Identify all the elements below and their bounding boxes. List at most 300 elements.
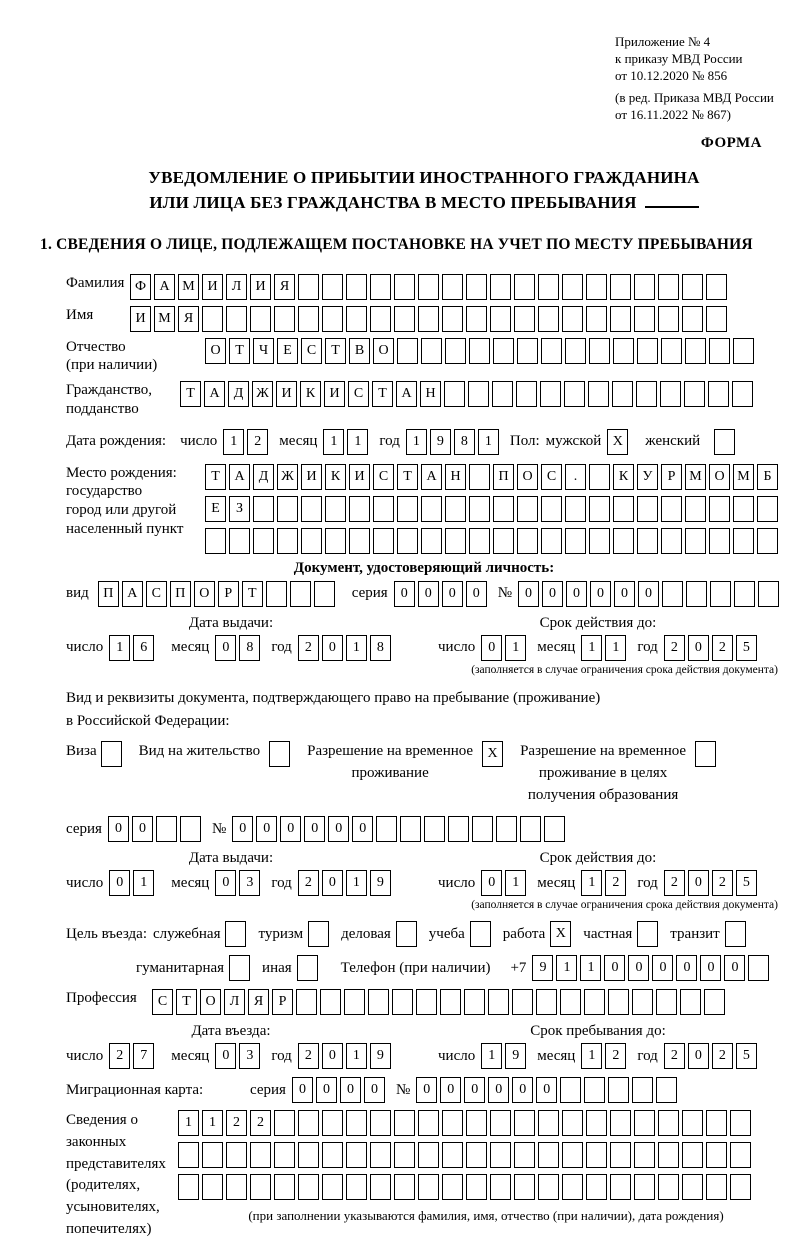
char-cell[interactable] — [464, 989, 485, 1015]
char-cell[interactable]: К — [325, 464, 346, 490]
char-cell[interactable]: Ж — [277, 464, 298, 490]
char-cell[interactable] — [370, 306, 391, 332]
char-cell[interactable] — [613, 528, 634, 554]
char-cell[interactable]: 2 — [109, 1043, 130, 1069]
char-cell[interactable] — [517, 496, 538, 522]
char-cell[interactable] — [416, 989, 437, 1015]
char-cell[interactable] — [584, 989, 605, 1015]
char-cell[interactable] — [734, 581, 755, 607]
char-cell[interactable] — [490, 306, 511, 332]
char-cell[interactable]: 2 — [298, 635, 319, 661]
char-cell[interactable]: 0 — [280, 816, 301, 842]
char-cell[interactable] — [418, 1142, 439, 1168]
char-cell[interactable] — [394, 274, 415, 300]
char-cell[interactable] — [661, 338, 682, 364]
char-cell[interactable]: 0 — [676, 955, 697, 981]
char-cell[interactable]: 0 — [440, 1077, 461, 1103]
char-cell[interactable]: 0 — [688, 1043, 709, 1069]
char-cell[interactable]: 2 — [664, 635, 685, 661]
char-cell[interactable] — [370, 1142, 391, 1168]
char-cell[interactable]: 2 — [605, 870, 626, 896]
char-cell[interactable]: 9 — [370, 1043, 391, 1069]
char-cell[interactable] — [608, 1077, 629, 1103]
char-cell[interactable] — [274, 306, 295, 332]
char-cell[interactable]: Л — [224, 989, 245, 1015]
char-cell[interactable]: 0 — [352, 816, 373, 842]
char-cell[interactable] — [421, 528, 442, 554]
char-cell[interactable] — [541, 338, 562, 364]
char-cell[interactable] — [544, 816, 565, 842]
char-cell[interactable] — [708, 381, 729, 407]
char-cell[interactable] — [269, 741, 290, 767]
char-cell[interactable]: 2 — [605, 1043, 626, 1069]
char-cell[interactable]: 2 — [298, 870, 319, 896]
char-cell[interactable] — [394, 1110, 415, 1136]
char-cell[interactable]: X — [550, 921, 571, 947]
char-cell[interactable] — [682, 1110, 703, 1136]
char-cell[interactable] — [730, 1174, 751, 1200]
char-cell[interactable]: 9 — [532, 955, 553, 981]
char-cell[interactable] — [733, 496, 754, 522]
char-cell[interactable] — [229, 955, 250, 981]
char-cell[interactable] — [488, 989, 509, 1015]
char-cell[interactable] — [490, 1110, 511, 1136]
char-cell[interactable]: 0 — [132, 816, 153, 842]
char-cell[interactable] — [658, 1110, 679, 1136]
char-cell[interactable]: В — [349, 338, 370, 364]
char-cell[interactable]: П — [493, 464, 514, 490]
char-cell[interactable] — [514, 1174, 535, 1200]
char-cell[interactable]: 1 — [556, 955, 577, 981]
char-cell[interactable] — [685, 338, 706, 364]
char-cell[interactable] — [229, 528, 250, 554]
char-cell[interactable] — [442, 1174, 463, 1200]
char-cell[interactable]: 0 — [316, 1077, 337, 1103]
char-cell[interactable] — [732, 381, 753, 407]
char-cell[interactable]: 1 — [581, 635, 602, 661]
char-cell[interactable] — [562, 1142, 583, 1168]
char-cell[interactable] — [682, 306, 703, 332]
char-cell[interactable] — [469, 338, 490, 364]
char-cell[interactable] — [466, 1174, 487, 1200]
char-cell[interactable] — [637, 528, 658, 554]
char-cell[interactable] — [704, 989, 725, 1015]
char-cell[interactable]: 0 — [215, 635, 236, 661]
char-cell[interactable] — [610, 274, 631, 300]
char-cell[interactable]: С — [301, 338, 322, 364]
char-cell[interactable] — [490, 1142, 511, 1168]
char-cell[interactable]: А — [421, 464, 442, 490]
char-cell[interactable] — [421, 496, 442, 522]
char-cell[interactable]: 0 — [304, 816, 325, 842]
char-cell[interactable]: 2 — [250, 1110, 271, 1136]
char-cell[interactable] — [250, 1142, 271, 1168]
char-cell[interactable]: X — [482, 741, 503, 767]
char-cell[interactable]: 3 — [239, 870, 260, 896]
char-cell[interactable]: Т — [242, 581, 263, 607]
char-cell[interactable]: 1 — [178, 1110, 199, 1136]
char-cell[interactable] — [472, 816, 493, 842]
char-cell[interactable] — [656, 1077, 677, 1103]
char-cell[interactable] — [658, 274, 679, 300]
char-cell[interactable]: 0 — [518, 581, 539, 607]
char-cell[interactable] — [632, 1077, 653, 1103]
char-cell[interactable]: 1 — [581, 870, 602, 896]
char-cell[interactable]: 1 — [202, 1110, 223, 1136]
char-cell[interactable] — [466, 1142, 487, 1168]
char-cell[interactable] — [706, 306, 727, 332]
char-cell[interactable]: О — [200, 989, 221, 1015]
char-cell[interactable] — [661, 528, 682, 554]
char-cell[interactable] — [298, 306, 319, 332]
char-cell[interactable]: Ф — [130, 274, 151, 300]
char-cell[interactable] — [400, 816, 421, 842]
char-cell[interactable] — [424, 816, 445, 842]
char-cell[interactable]: З — [229, 496, 250, 522]
char-cell[interactable] — [325, 528, 346, 554]
char-cell[interactable]: С — [373, 464, 394, 490]
char-cell[interactable]: Н — [420, 381, 441, 407]
char-cell[interactable] — [253, 496, 274, 522]
char-cell[interactable]: 1 — [223, 429, 244, 455]
char-cell[interactable] — [314, 581, 335, 607]
char-cell[interactable]: 1 — [109, 635, 130, 661]
char-cell[interactable] — [394, 1142, 415, 1168]
char-cell[interactable]: Л — [226, 274, 247, 300]
char-cell[interactable]: И — [324, 381, 345, 407]
char-cell[interactable]: 7 — [133, 1043, 154, 1069]
char-cell[interactable] — [733, 338, 754, 364]
char-cell[interactable] — [322, 1142, 343, 1168]
char-cell[interactable] — [226, 1174, 247, 1200]
char-cell[interactable] — [301, 528, 322, 554]
char-cell[interactable]: 1 — [346, 635, 367, 661]
char-cell[interactable] — [636, 381, 657, 407]
char-cell[interactable] — [370, 1174, 391, 1200]
char-cell[interactable] — [565, 338, 586, 364]
char-cell[interactable] — [394, 306, 415, 332]
char-cell[interactable] — [308, 921, 329, 947]
char-cell[interactable] — [466, 1110, 487, 1136]
char-cell[interactable] — [445, 496, 466, 522]
char-cell[interactable]: 1 — [346, 1043, 367, 1069]
char-cell[interactable]: Т — [205, 464, 226, 490]
char-cell[interactable] — [397, 338, 418, 364]
char-cell[interactable] — [695, 741, 716, 767]
char-cell[interactable] — [470, 921, 491, 947]
char-cell[interactable] — [725, 921, 746, 947]
char-cell[interactable]: У — [637, 464, 658, 490]
char-cell[interactable] — [538, 1142, 559, 1168]
char-cell[interactable] — [445, 528, 466, 554]
char-cell[interactable] — [325, 496, 346, 522]
char-cell[interactable] — [349, 528, 370, 554]
char-cell[interactable] — [538, 1174, 559, 1200]
char-cell[interactable] — [684, 381, 705, 407]
char-cell[interactable] — [610, 1110, 631, 1136]
char-cell[interactable] — [709, 338, 730, 364]
char-cell[interactable]: Р — [272, 989, 293, 1015]
char-cell[interactable] — [178, 1174, 199, 1200]
char-cell[interactable] — [610, 1174, 631, 1200]
char-cell[interactable] — [493, 528, 514, 554]
char-cell[interactable]: К — [300, 381, 321, 407]
char-cell[interactable] — [634, 1142, 655, 1168]
char-cell[interactable] — [536, 989, 557, 1015]
char-cell[interactable] — [322, 274, 343, 300]
char-cell[interactable]: 2 — [664, 1043, 685, 1069]
char-cell[interactable] — [565, 528, 586, 554]
char-cell[interactable] — [634, 1110, 655, 1136]
char-cell[interactable] — [349, 496, 370, 522]
char-cell[interactable]: С — [152, 989, 173, 1015]
char-cell[interactable]: 9 — [370, 870, 391, 896]
char-cell[interactable]: 0 — [322, 635, 343, 661]
char-cell[interactable]: И — [130, 306, 151, 332]
char-cell[interactable] — [634, 274, 655, 300]
char-cell[interactable]: А — [122, 581, 143, 607]
char-cell[interactable]: 9 — [505, 1043, 526, 1069]
char-cell[interactable] — [466, 306, 487, 332]
char-cell[interactable] — [346, 1142, 367, 1168]
char-cell[interactable] — [586, 1142, 607, 1168]
char-cell[interactable] — [589, 496, 610, 522]
char-cell[interactable] — [541, 496, 562, 522]
char-cell[interactable]: Д — [228, 381, 249, 407]
char-cell[interactable] — [589, 464, 610, 490]
char-cell[interactable]: А — [204, 381, 225, 407]
char-cell[interactable]: 3 — [239, 1043, 260, 1069]
char-cell[interactable]: 0 — [542, 581, 563, 607]
char-cell[interactable] — [714, 429, 735, 455]
char-cell[interactable] — [370, 274, 391, 300]
char-cell[interactable] — [101, 741, 122, 767]
char-cell[interactable] — [297, 955, 318, 981]
char-cell[interactable]: 0 — [724, 955, 745, 981]
char-cell[interactable] — [682, 1174, 703, 1200]
char-cell[interactable] — [442, 274, 463, 300]
char-cell[interactable] — [205, 528, 226, 554]
char-cell[interactable]: Т — [325, 338, 346, 364]
char-cell[interactable] — [421, 338, 442, 364]
char-cell[interactable]: Т — [180, 381, 201, 407]
char-cell[interactable] — [656, 989, 677, 1015]
char-cell[interactable] — [564, 381, 585, 407]
char-cell[interactable] — [634, 306, 655, 332]
char-cell[interactable]: 0 — [215, 1043, 236, 1069]
char-cell[interactable]: 0 — [464, 1077, 485, 1103]
char-cell[interactable]: 1 — [505, 870, 526, 896]
char-cell[interactable] — [586, 1174, 607, 1200]
char-cell[interactable] — [320, 989, 341, 1015]
char-cell[interactable] — [512, 989, 533, 1015]
char-cell[interactable] — [748, 955, 769, 981]
char-cell[interactable] — [584, 1077, 605, 1103]
char-cell[interactable] — [757, 528, 778, 554]
char-cell[interactable] — [637, 496, 658, 522]
char-cell[interactable] — [706, 1142, 727, 1168]
char-cell[interactable] — [376, 816, 397, 842]
char-cell[interactable] — [226, 1142, 247, 1168]
char-cell[interactable] — [468, 381, 489, 407]
char-cell[interactable] — [298, 274, 319, 300]
char-cell[interactable] — [514, 1142, 535, 1168]
char-cell[interactable] — [296, 989, 317, 1015]
char-cell[interactable]: Б — [757, 464, 778, 490]
char-cell[interactable]: 5 — [736, 635, 757, 661]
char-cell[interactable] — [588, 381, 609, 407]
char-cell[interactable] — [274, 1174, 295, 1200]
char-cell[interactable] — [373, 496, 394, 522]
char-cell[interactable]: А — [229, 464, 250, 490]
char-cell[interactable]: 1 — [133, 870, 154, 896]
char-cell[interactable] — [586, 306, 607, 332]
char-cell[interactable]: 5 — [736, 870, 757, 896]
char-cell[interactable] — [733, 528, 754, 554]
char-cell[interactable]: О — [373, 338, 394, 364]
char-cell[interactable]: Т — [229, 338, 250, 364]
char-cell[interactable] — [298, 1142, 319, 1168]
char-cell[interactable] — [322, 1174, 343, 1200]
char-cell[interactable]: 0 — [108, 816, 129, 842]
char-cell[interactable] — [180, 816, 201, 842]
char-cell[interactable] — [612, 381, 633, 407]
char-cell[interactable]: Т — [372, 381, 393, 407]
char-cell[interactable]: 0 — [614, 581, 635, 607]
char-cell[interactable] — [514, 306, 535, 332]
char-cell[interactable]: Т — [397, 464, 418, 490]
char-cell[interactable] — [682, 274, 703, 300]
char-cell[interactable]: 0 — [488, 1077, 509, 1103]
char-cell[interactable]: Ж — [252, 381, 273, 407]
char-cell[interactable]: И — [202, 274, 223, 300]
char-cell[interactable] — [682, 1142, 703, 1168]
char-cell[interactable]: С — [541, 464, 562, 490]
char-cell[interactable]: 2 — [247, 429, 268, 455]
char-cell[interactable] — [661, 496, 682, 522]
char-cell[interactable] — [560, 989, 581, 1015]
char-cell[interactable] — [685, 496, 706, 522]
char-cell[interactable]: 0 — [322, 1043, 343, 1069]
char-cell[interactable] — [445, 338, 466, 364]
char-cell[interactable]: 2 — [712, 1043, 733, 1069]
char-cell[interactable]: 0 — [394, 581, 415, 607]
char-cell[interactable]: 0 — [604, 955, 625, 981]
char-cell[interactable]: 0 — [481, 870, 502, 896]
char-cell[interactable] — [562, 306, 583, 332]
char-cell[interactable] — [322, 306, 343, 332]
char-cell[interactable] — [565, 496, 586, 522]
char-cell[interactable] — [444, 381, 465, 407]
char-cell[interactable] — [586, 274, 607, 300]
char-cell[interactable] — [709, 528, 730, 554]
char-cell[interactable]: 0 — [512, 1077, 533, 1103]
char-cell[interactable]: 0 — [340, 1077, 361, 1103]
char-cell[interactable] — [322, 1110, 343, 1136]
char-cell[interactable]: М — [154, 306, 175, 332]
char-cell[interactable]: 0 — [688, 635, 709, 661]
char-cell[interactable]: О — [205, 338, 226, 364]
char-cell[interactable]: 6 — [133, 635, 154, 661]
char-cell[interactable]: 1 — [505, 635, 526, 661]
char-cell[interactable]: 2 — [712, 635, 733, 661]
char-cell[interactable]: 0 — [700, 955, 721, 981]
char-cell[interactable] — [277, 528, 298, 554]
char-cell[interactable]: 1 — [346, 870, 367, 896]
char-cell[interactable]: 2 — [664, 870, 685, 896]
char-cell[interactable] — [608, 989, 629, 1015]
char-cell[interactable]: 0 — [232, 816, 253, 842]
char-cell[interactable]: X — [607, 429, 628, 455]
char-cell[interactable] — [250, 1174, 271, 1200]
char-cell[interactable]: 1 — [581, 1043, 602, 1069]
char-cell[interactable]: П — [98, 581, 119, 607]
char-cell[interactable]: 0 — [442, 581, 463, 607]
char-cell[interactable]: 1 — [323, 429, 344, 455]
char-cell[interactable]: 0 — [292, 1077, 313, 1103]
char-cell[interactable] — [448, 816, 469, 842]
char-cell[interactable] — [658, 1142, 679, 1168]
char-cell[interactable]: С — [348, 381, 369, 407]
char-cell[interactable]: . — [565, 464, 586, 490]
char-cell[interactable] — [541, 528, 562, 554]
char-cell[interactable]: И — [301, 464, 322, 490]
char-cell[interactable] — [346, 306, 367, 332]
char-cell[interactable] — [662, 581, 683, 607]
char-cell[interactable] — [589, 338, 610, 364]
char-cell[interactable] — [368, 989, 389, 1015]
char-cell[interactable]: Н — [445, 464, 466, 490]
char-cell[interactable] — [397, 496, 418, 522]
char-cell[interactable] — [397, 528, 418, 554]
char-cell[interactable] — [660, 381, 681, 407]
char-cell[interactable]: 1 — [347, 429, 368, 455]
char-cell[interactable] — [493, 338, 514, 364]
char-cell[interactable] — [442, 1110, 463, 1136]
char-cell[interactable]: 9 — [430, 429, 451, 455]
char-cell[interactable] — [469, 528, 490, 554]
char-cell[interactable] — [613, 496, 634, 522]
char-cell[interactable]: 0 — [328, 816, 349, 842]
char-cell[interactable]: О — [709, 464, 730, 490]
char-cell[interactable] — [496, 816, 517, 842]
char-cell[interactable]: А — [154, 274, 175, 300]
char-cell[interactable]: А — [396, 381, 417, 407]
char-cell[interactable] — [202, 306, 223, 332]
char-cell[interactable]: Я — [274, 274, 295, 300]
char-cell[interactable] — [274, 1110, 295, 1136]
char-cell[interactable]: 1 — [406, 429, 427, 455]
char-cell[interactable]: И — [349, 464, 370, 490]
char-cell[interactable] — [706, 274, 727, 300]
char-cell[interactable] — [516, 381, 537, 407]
char-cell[interactable]: 1 — [605, 635, 626, 661]
char-cell[interactable] — [658, 1174, 679, 1200]
char-cell[interactable]: М — [733, 464, 754, 490]
char-cell[interactable]: 0 — [566, 581, 587, 607]
char-cell[interactable] — [589, 528, 610, 554]
char-cell[interactable] — [418, 1110, 439, 1136]
char-cell[interactable] — [538, 306, 559, 332]
char-cell[interactable]: О — [194, 581, 215, 607]
char-cell[interactable] — [637, 338, 658, 364]
char-cell[interactable] — [514, 274, 535, 300]
char-cell[interactable] — [493, 496, 514, 522]
char-cell[interactable]: 8 — [454, 429, 475, 455]
char-cell[interactable] — [469, 496, 490, 522]
char-cell[interactable] — [517, 528, 538, 554]
char-cell[interactable]: 0 — [256, 816, 277, 842]
